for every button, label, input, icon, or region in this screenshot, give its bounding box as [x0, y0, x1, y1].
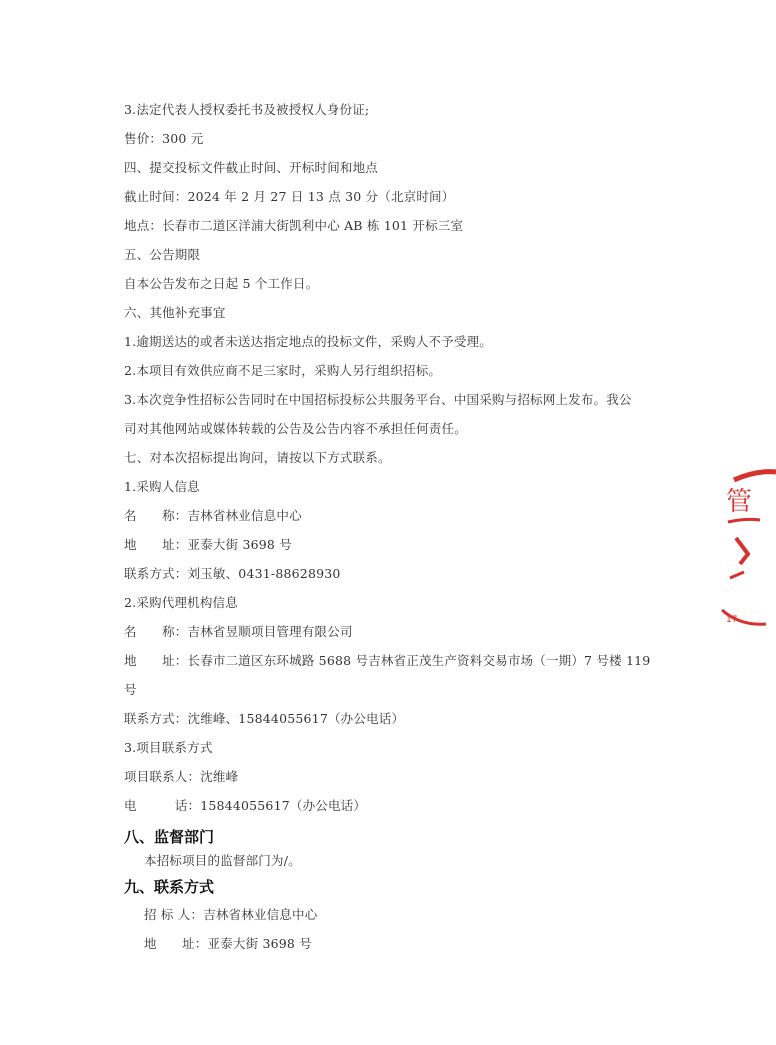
- text-line: 自本公告发布之日起 5 个工作日。: [124, 276, 319, 291]
- text-line: 号: [124, 682, 137, 697]
- text-line: 地 址：亚泰大街 3698 号: [124, 537, 292, 552]
- text-line: 1.逾期送达的或者未送达指定地点的投标文件，采购人不予受理。: [124, 334, 492, 349]
- section-heading-9: 九、联系方式: [124, 878, 215, 896]
- seal-digits: 17: [726, 615, 738, 625]
- text-line: 地点：长春市二道区洋浦大街凯利中心 AB 栋 101 开标三室: [124, 218, 464, 233]
- text-line: 3.本次竞争性招标公告同时在中国招标投标公共服务平台、中国采购与招标网上发布。我公: [124, 392, 632, 407]
- text-line: 售价：300 元: [124, 131, 204, 146]
- text-line: 招 标 人：吉林省林业信息中心: [144, 907, 318, 922]
- section-title-6: 六、其他补充事宜: [124, 305, 226, 320]
- text-line: 联系方式：沈维峰、15844055617（办公电话）: [124, 711, 405, 726]
- seal-character: 管: [726, 487, 753, 517]
- text-line: 名 称：吉林省昱顺项目管理有限公司: [124, 624, 353, 639]
- red-seal-stamp: [716, 460, 776, 640]
- section-title-5: 五、公告期限: [124, 247, 201, 262]
- subsection-title: 1.采购人信息: [124, 479, 200, 494]
- section-heading-8: 八、监督部门: [124, 828, 215, 846]
- text-line: 电 话：15844055617（办公电话）: [124, 798, 367, 813]
- text-line: 地 址：亚泰大街 3698 号: [144, 936, 312, 951]
- text-line: 本招标项目的监督部门为/。: [144, 853, 301, 868]
- text-line: 3.法定代表人授权委托书及被授权人身份证;: [124, 102, 370, 117]
- text-line: 地 址：长春市二道区东环城路 5688 号吉林省正茂生产资料交易市场（一期）7 号楼 119: [124, 653, 651, 668]
- section-title-7: 七、对本次招标提出询问，请按以下方式联系。: [124, 450, 391, 465]
- text-line: 联系方式：刘玉敏、0431-88628930: [124, 566, 341, 581]
- text-line: 2.本项目有效供应商不足三家时，采购人另行组织招标。: [124, 363, 442, 378]
- subsection-title: 3.项目联系方式: [124, 740, 213, 755]
- text-line: 名 称：吉林省林业信息中心: [124, 508, 302, 523]
- subsection-title: 2.采购代理机构信息: [124, 595, 238, 610]
- section-title-4: 四、提交投标文件截止时间、开标时间和地点: [124, 160, 379, 175]
- text-line: 截止时间：2024 年 2 月 27 日 13 点 30 分（北京时间）: [124, 189, 455, 204]
- text-line: 项目联系人：沈维峰: [124, 769, 239, 784]
- text-line: 司对其他网站或媒体转载的公告及公告内容不承担任何责任。: [124, 421, 467, 436]
